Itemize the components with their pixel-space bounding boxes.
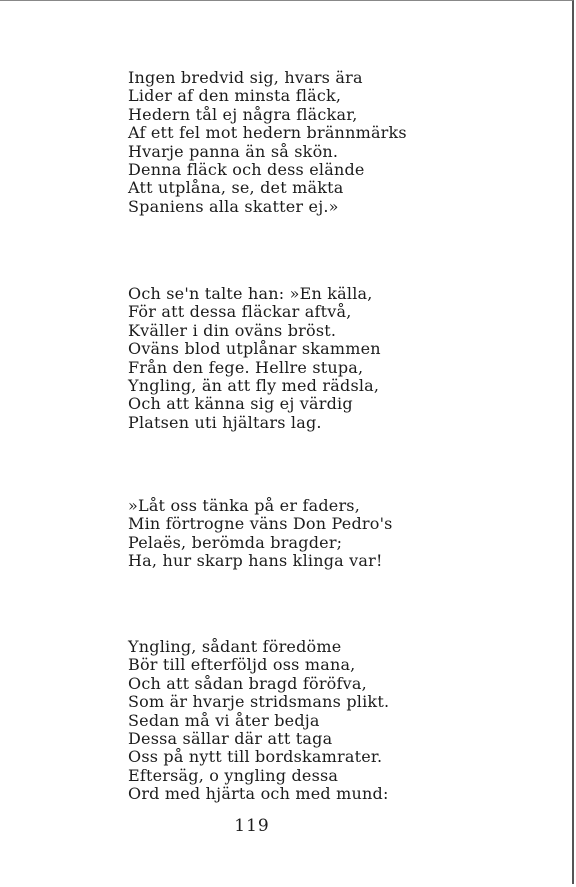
stanza-4 [128,638,389,804]
stanza-3 [128,497,393,571]
verse-line: Hvarje panna än så skön. [128,141,339,161]
verse-line: Spaniens alla skatter ej.» [128,196,339,216]
verse-line: Att utplåna, se, det mäkta [128,178,344,198]
verse-line: Från den fege. Hellre stupa, [128,357,364,377]
verse-line: Ord med hjärta och med mund: [128,784,389,804]
stanza-2 [128,285,381,432]
verse-line: Oväns blod utplånar skammen [128,339,381,359]
verse-line: Ha, hur skarp hans klinga var! [128,551,383,571]
verse-line: »Låt oss tänka på er faders, [128,496,360,515]
verse-line: Som är hvarje stridsmans plikt. [128,692,390,712]
verse-line: Eftersäg, o yngling dessa [128,765,339,785]
verse-line: Och se'n talte han: »En källa, [128,284,373,303]
verse-line: Och att sådan bragd föröfva, [128,673,367,693]
verse-line: Sedan må vi åter bedja [128,710,320,730]
verse-line: Hedern tål ej några fläckar, [128,104,358,124]
verse-line: Ingen bredvid sig, hvars ära [128,68,363,87]
verse-line: Bör till efterföljd oss mana, [128,655,356,675]
verse-line: Af ett fel mot hedern brännmärks [128,123,407,143]
page-number: 119 [234,816,270,836]
verse-line: Dessa sällar där att taga [128,729,333,749]
verse-line: Yngling, än att fly med rädsla, [128,376,380,396]
verse-line: Kväller i din oväns bröst. [128,320,337,340]
verse-line: Lider af den minsta fläck, [128,86,342,106]
verse-line: Och att känna sig ej värdig [128,394,353,414]
verse-line: Platsen uti hjältars lag. [128,412,322,432]
verse-line: Oss på nytt till bordskamrater. [128,747,383,767]
verse-line: Yngling, sådant föredöme [128,637,342,656]
verse-line: Pelaës, berömda bragder; [128,532,343,552]
verse-line: För att dessa fläckar aftvå, [128,302,352,322]
stanza-1 [128,69,407,216]
verse-line: Min förtrogne väns Don Pedro's [128,514,393,534]
verse-line: Denna fläck och dess elände [128,160,365,180]
